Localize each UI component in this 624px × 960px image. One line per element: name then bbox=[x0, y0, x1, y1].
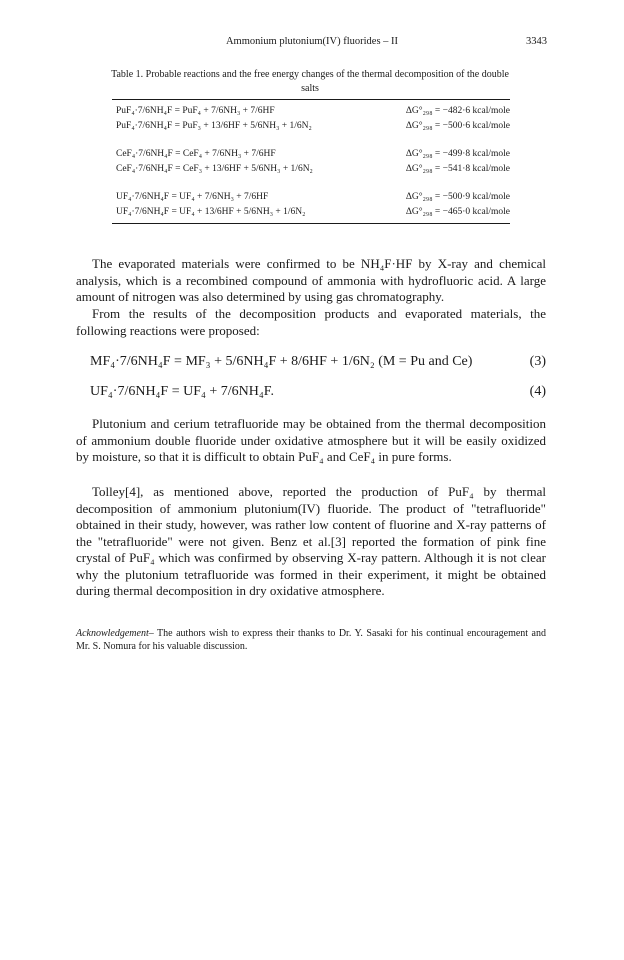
acknowledgement-text: – The authors wish to express their thanks to Dr. Y. Sasaki for his continual encouragement and Mr. S. Nomura for his valuable discussion. bbox=[76, 628, 546, 652]
equation-4-body: UF₄·7/6NH₄F = UF₄ + 7/6NH₄F. bbox=[90, 384, 274, 399]
table-row bbox=[116, 147, 510, 161]
equation-4 bbox=[90, 382, 546, 402]
equation-3 bbox=[90, 352, 546, 372]
reaction-cell: CeF₄·7/6NH₄F = CeF₄ + 7/6NH₃ + 7/6HF bbox=[116, 149, 276, 159]
table-caption: Table 1. Probable reactions and the free energy changes of the thermal decomposition of the double salts bbox=[111, 69, 509, 94]
table-top-rule bbox=[112, 99, 510, 100]
paragraph-tolley: Tolley[4], as mentioned above, reported the production of PuF₄ by thermal decomposition of ammonium plutonium(IV) fluoride. The product of "tetrafluoride" obtained in their study, however, was rather low content of fluorine and X-ray patterns of the "tetrafluoride" were not given. Benz et al.[3] reported the formation of pink fine crystal of PuF₄ which was confirmed by observing X-ray pattern. Although it is not clear why the plutonium tetrafluoride was formed in their experiment, it might be obtained during thermal decomposition in dry oxidative atmosphere. bbox=[76, 484, 546, 598]
reaction-cell: UF₄·7/6NH₄F = UF₄ + 7/6NH₃ + 7/6HF bbox=[116, 192, 269, 202]
equation-4-number: (4) bbox=[529, 384, 546, 399]
table-row bbox=[116, 104, 510, 118]
equation-3-number: (3) bbox=[529, 354, 546, 369]
energy-cell: ΔG°₂₉₈ = −499·8 kcal/mole bbox=[405, 149, 510, 159]
reaction-cell: CeF₄·7/6NH₄F = CeF₃ + 13/6HF + 5/6NH₃ + 1/6N₂ bbox=[116, 164, 313, 174]
table-row bbox=[116, 205, 510, 219]
table-row bbox=[116, 119, 510, 133]
energy-cell: ΔG°₂₉₈ = −465·0 kcal/mole bbox=[405, 207, 510, 217]
reaction-cell: PuF₄·7/6NH₄F = PuF₃ + 13/6HF + 5/6NH₃ + 1/6N₂ bbox=[116, 121, 312, 131]
table-bottom-rule bbox=[112, 223, 510, 224]
paragraph-plutonium-cerium: Plutonium and cerium tetrafluoride may be obtained from the thermal decomposition of ammonium double fluoride under oxidative atmosphere but it will be easily oxidized by moisture, so that it is difficult to obtain PuF₄ and CeF₄ in pure forms. bbox=[76, 416, 546, 464]
energy-cell: ΔG°₂₉₈ = −500·6 kcal/mole bbox=[405, 121, 510, 131]
paragraph-evaporated-materials: The evaporated materials were confirmed to be NH₄F·HF by X-ray and chemical analysis, which is a recombined compound of ammonia with hydrofluoric acid. A large amount of nitrogen was also determined by using gas chromatography. bbox=[76, 256, 546, 304]
paragraph-proposed-reactions: From the results of the decomposition products and evaporated materials, the following reactions were proposed: bbox=[76, 306, 546, 338]
page-number: 3343 bbox=[526, 36, 547, 47]
energy-cell: ΔG°₂₉₈ = −500·9 kcal/mole bbox=[405, 192, 510, 202]
energy-cell: ΔG°₂₉₈ = −541·8 kcal/mole bbox=[405, 164, 510, 174]
acknowledgement bbox=[76, 627, 546, 653]
acknowledgement-heading: Acknowledgement bbox=[76, 628, 149, 639]
table-row bbox=[116, 190, 510, 204]
equation-3-body: MF₄·7/6NH₄F = MF₃ + 5/6NH₄F + 8/6HF + 1/6N₂ (M = Pu and Ce) bbox=[90, 354, 473, 369]
table-row bbox=[116, 162, 510, 176]
energy-cell: ΔG°₂₉₈ = −482·6 kcal/mole bbox=[405, 106, 510, 116]
reaction-cell: PuF₄·7/6NH₄F = PuF₄ + 7/6NH₃ + 7/6HF bbox=[116, 106, 275, 116]
running-title: Ammonium plutonium(IV) fluorides – II bbox=[225, 36, 399, 47]
reaction-cell: UF₄·7/6NH₄F = UF₄ + 13/6HF + 5/6NH₃ + 1/6N₂ bbox=[116, 207, 306, 217]
